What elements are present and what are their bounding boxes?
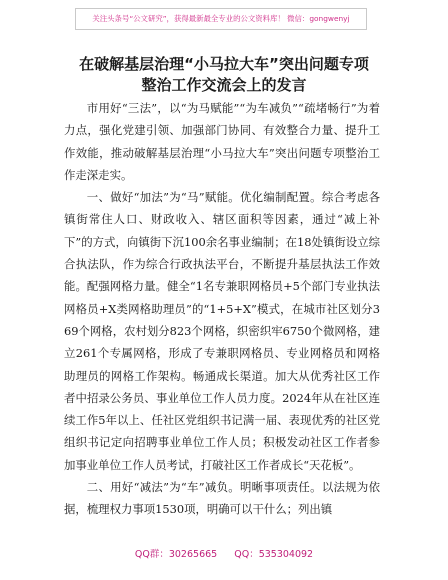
footer-contact [0, 546, 448, 560]
document-title-line-1: 在破解基层治理“小马拉大车”突出问题专项 [79, 55, 369, 73]
paragraph-section-1: 一、做好“加法”为“马”赋能。优化编制配置。综合考虑各镇街常住人口、财政收入、辖区面积等因素，通过“减上补下”的方式，向镇街下沉100余名事业编制；在18处镇街设立综合执法队，作为综合行政执法平台，不断提升基层执法工作效能。配强网格力量。健全“1名专兼职网格员+5个部门专业执法网格员+X类网格助理员”的“1+5+X”模式，在城市社区划分369个网格，农村划分823个网格，织密织牢6750个微网格，建立261个专属网格，形成了专兼职网格员、专业网格员和网格助理员的网格工作架构。畅通成长渠道。加大从优秀社区工作者中招录公务员、事业单位工作人员力度。2024年从在社区连续工作5年以上、任社区党组织书记满一届、表现优秀的社区党组织书记定向招聘事业单位工作人员；积极发动社区工作者参加事业单位工作人员考试，打破社区工作者成长“天花板”。 [64, 190, 380, 472]
document-title-line-2: 整治工作交流会上的发言 [141, 76, 307, 94]
header-banner: 关注头条号“公文研究”，获得最新最全专业的公文资料库！ 微信：gongwenyj [75, 8, 367, 30]
paragraph-intro: 市用好“三法”，以“为马赋能”“为车减负”“疏堵畅行”为着力点，强化党建引领、加强部门协同、有效整合力量、提升工作效能，推动破解基层治理“小马拉大车”突出问题专项整治工作走深走实。 [64, 101, 380, 182]
footer-qq: QQ：535304092 [234, 549, 314, 560]
footer-qq-group: QQ群：30265665 [134, 549, 218, 560]
document-body [64, 97, 380, 521]
paragraph-section-2: 二、用好“减法”为“车”减负。明晰事项责任。以法规为依据，梳理权力事项1530项，明确可以干什么；列出镇 [64, 480, 380, 517]
